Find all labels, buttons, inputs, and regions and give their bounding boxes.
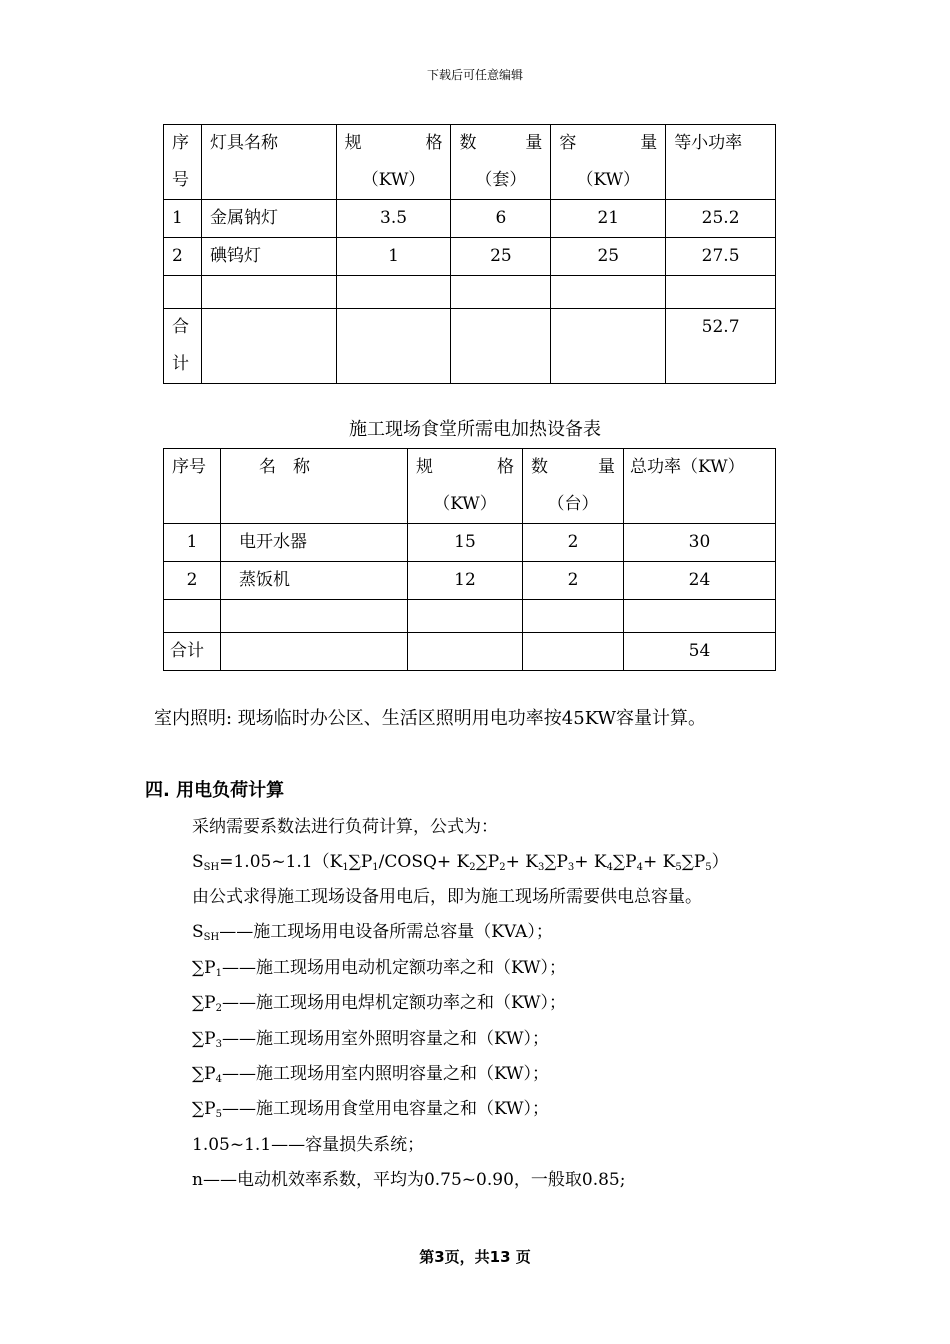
header-qty-b: 量 [525,133,543,153]
formula-sigma-1: ∑P [348,852,373,872]
formula-part-1: =1.05~1.1（K [219,852,343,872]
row2-name: 碘钨灯 [209,246,261,266]
row1-power: 25.2 [701,208,740,228]
formula-sub-p3: 3 [567,862,575,873]
formula-part-4: + K [574,852,607,872]
formula-sigma-3: ∑P [544,852,568,872]
row2-power: 27.5 [701,246,740,266]
header-spec-unit: （KW） [433,494,497,514]
row1-name: 金属钠灯 [209,208,278,228]
formula-close: ） [711,852,729,872]
formula-part-3: + K [505,852,538,872]
row1-seq: 1 [172,208,183,228]
row1-qty: 2 [567,532,579,552]
formula-sub-k4: 4 [606,862,613,873]
table-row-empty [164,276,776,309]
header-qty-b: 量 [598,457,615,477]
row2-cap: 25 [597,246,620,266]
def-subscript: 3 [215,1039,222,1050]
header-qty-a: 数 [459,133,477,153]
total-label-a: 合 [172,317,189,337]
row2-spec: 12 [454,570,476,590]
formula-sigma-2: ∑P [475,852,500,872]
formula-sub-k5: 5 [675,862,682,873]
def-text: ——施工现场用室内照明容量之和（KW）； [221,1064,550,1084]
formula-sigma-4: ∑P [613,852,637,872]
header-qty-a: 数 [531,457,548,477]
total-power: 54 [688,641,711,661]
row2-qty: 25 [490,246,512,266]
canteen-table-caption: 施工现场食堂所需电加热设备表 [349,419,601,440]
header-power: 总功率（KW） [630,457,745,477]
header-spec-unit: （KW） [361,170,426,190]
def-subscript: 2 [215,1003,222,1014]
row1-cap: 21 [597,208,620,228]
def-symbol: ∑P [192,1029,216,1049]
formula-sub-k2: 2 [469,862,476,873]
def-text: ——施工现场用电设备所需总容量（KVA）； [219,922,553,942]
row2-spec: 1 [388,246,399,266]
header-seq: 序号 [172,457,206,477]
definition-p5 [192,1094,549,1120]
header-name: 灯具名称 [209,133,278,153]
definition-p2 [192,988,566,1014]
formula-line [192,847,729,873]
definition-p4 [192,1059,549,1085]
formula-sub-p5: 5 [705,862,712,873]
table-header-row [164,449,776,524]
header-cap-unit: （KW） [576,170,641,190]
def-text: ——施工现场用食堂用电容量之和（KW）； [221,1099,550,1119]
header-qty-unit: （套） [475,170,527,190]
intro-line: 采纳需要系数法进行负荷计算，公式为： [192,817,498,837]
row2-name: 蒸饭机 [239,570,290,590]
total-label-b: 计 [172,354,189,374]
table-row [164,524,776,562]
row1-qty: 6 [495,208,507,228]
formula-sub-p2: 2 [499,862,506,873]
header-spec-a: 规 [344,133,362,153]
def-symbol: ∑P [192,993,216,1013]
formula-sub-p1: 1 [372,862,379,873]
def-subscript: SH [203,932,220,943]
formula-sigma-5: ∑P [681,852,706,872]
page-footer: 第3页，共13 页 [419,1248,531,1266]
row1-name: 电开水器 [239,532,307,552]
def-subscript: 1 [215,968,222,979]
formula-part-5: + K [642,852,676,872]
table-row [164,200,776,238]
canteen-table [163,448,776,671]
def-text: ——施工现场用室外照明容量之和（KW）； [221,1029,550,1049]
def-text: ——施工现场用电焊机定额功率之和（KW）； [221,993,567,1013]
header-seq-b: 号 [172,170,189,190]
table-row [164,238,776,276]
header-note: 下载后可任意编辑 [426,68,523,82]
def-text: ——施工现场用电动机定额功率之和（KW）； [221,958,567,978]
def-subscript: 5 [215,1109,222,1120]
header-spec-b: 格 [497,457,514,477]
row1-seq: 1 [186,532,198,552]
table-total-row [164,309,776,384]
definition-ssh [192,917,553,943]
formula-sub-p4: 4 [636,862,643,873]
row2-seq: 2 [186,570,198,590]
formula-part-2: /COSQ+ K [378,852,470,872]
row1-spec: 15 [454,532,476,552]
definition-p3 [192,1024,549,1050]
header-qty-unit: （台） [547,494,599,514]
row2-seq: 2 [172,246,183,266]
header-spec-a: 规 [416,457,433,477]
section-heading: 四. 用电负荷计算 [145,780,285,801]
formula-sub-k1: 1 [342,862,349,873]
header-cap-a: 容 [559,133,577,153]
header-spec-b: 格 [425,133,443,153]
header-name: 名 称 [259,457,310,477]
lighting-table [163,124,776,384]
def-symbol: ∑P [192,1099,216,1119]
formula-s: S [192,852,204,872]
indoor-lighting-line: 室内照明: 现场临时办公区、生活区照明用电功率按45KW容量计算。 [154,708,706,729]
formula-sub-k3: 3 [537,862,545,873]
header-seq-a: 序 [172,133,189,153]
row2-power: 24 [688,570,711,590]
row1-power: 30 [688,532,711,552]
def-symbol: ∑P [192,958,216,978]
table-header-row [164,125,776,200]
total-power: 52.7 [701,317,740,337]
loss-line: 1.05~1.1——容量损失系统； [192,1135,425,1155]
header-cap-b: 量 [640,133,658,153]
def-symbol: ∑P [192,1064,216,1084]
row1-spec: 3.5 [380,208,408,228]
efficiency-line: n——电动机效率系数，平均为0.75~0.90，一般取0.85; [192,1170,626,1190]
definition-p1 [192,953,566,979]
total-label: 合计 [170,641,204,661]
table-total-row [164,633,776,671]
def-subscript: 4 [215,1074,222,1085]
def-symbol: S [192,922,204,942]
header-power: 等小功率 [674,133,743,153]
table-row-empty [164,600,776,633]
formula-sub-sh: SH [203,862,220,873]
table-row [164,562,776,600]
result-line: 由公式求得施工现场设备用电后，即为施工现场所需要供电总容量。 [192,887,702,907]
row2-qty: 2 [567,570,579,590]
